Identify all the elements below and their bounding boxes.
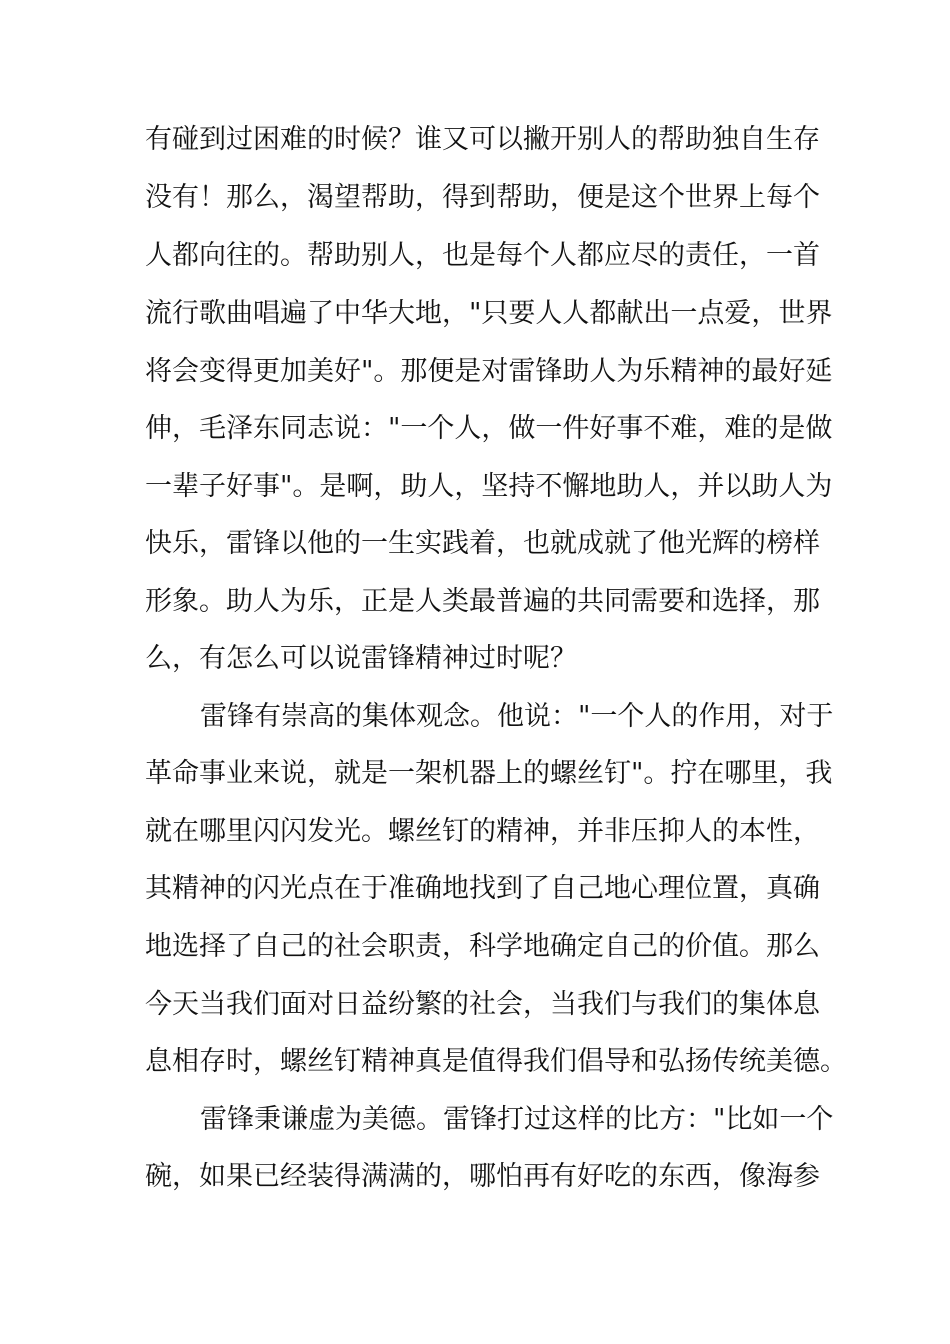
text-line: 形象。助人为乐，正是人类最普遍的共同需要和选择，那: [145, 586, 820, 617]
text-line: 人都向往的。帮助别人，也是每个人都应尽的责任，一首: [145, 240, 820, 271]
text-line: 伸，毛泽东同志说："一个人，做一件好事不难，难的是做: [145, 413, 833, 444]
text-line: 将会变得更加美好"。那便是对雷锋助人为乐精神的最好延: [145, 356, 833, 387]
text-line: 息相存时，螺丝钉精神真是值得我们倡导和弘扬传统美德。: [145, 1046, 847, 1077]
text-line: 地选择了自己的社会职责，科学地确定自己的价值。那么: [145, 931, 820, 962]
text-line: 么，有怎么可以说雷锋精神过时呢？: [145, 643, 577, 674]
text-line: 没有！那么，渴望帮助，得到帮助，便是这个世界上每个: [145, 182, 820, 213]
text-line: 流行歌曲唱遍了中华大地，"只要人人都献出一点爱，世界: [145, 298, 833, 329]
text-line: 就在哪里闪闪发光。螺丝钉的精神，并非压抑人的本性，: [145, 816, 820, 847]
text-line: 有碰到过困难的时候？谁又可以撇开别人的帮助独自生存: [145, 124, 820, 155]
text-line: 今天当我们面对日益纷繁的社会，当我们与我们的集体息: [145, 989, 820, 1020]
paragraph-first-line: 雷锋有崇高的集体观念。他说："一个人的作用，对于: [200, 701, 834, 732]
text-line: 革命事业来说，就是一架机器上的螺丝钉"。拧在哪里，我: [145, 758, 833, 789]
paragraph-first-line: 雷锋秉谦虚为美德。雷锋打过这样的比方："比如一个: [200, 1104, 834, 1135]
text-line: 快乐，雷锋以他的一生实践着，也就成就了他光辉的榜样: [145, 528, 820, 559]
text-line: 碗，如果已经装得满满的，哪怕再有好吃的东西，像海参: [145, 1161, 820, 1192]
text-line: 其精神的闪光点在于准确地找到了自己地心理位置，真确: [145, 873, 820, 904]
text-line: 一辈子好事"。是啊，助人，坚持不懈地助人，并以助人为: [145, 471, 833, 502]
